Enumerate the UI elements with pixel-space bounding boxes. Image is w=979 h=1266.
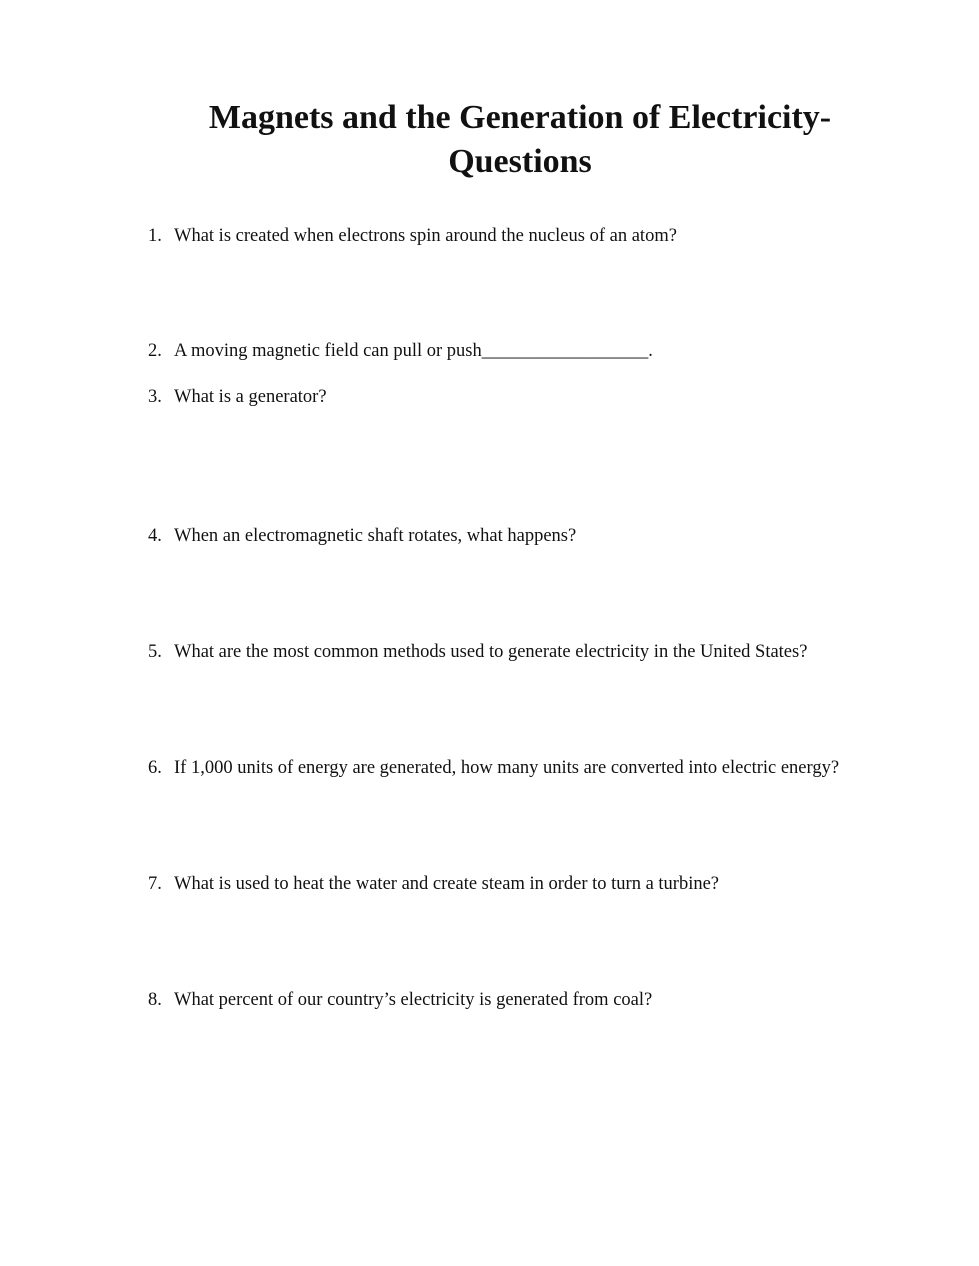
question-text: When an electromagnetic shaft rotates, what happens? — [174, 526, 577, 546]
question-8 — [148, 988, 652, 1012]
question-number: 3. — [148, 387, 162, 407]
question-4 — [148, 524, 576, 548]
question-3 — [148, 385, 327, 409]
question-text: A moving magnetic field can pull or push__________________. — [174, 341, 653, 361]
question-number: 1. — [148, 226, 162, 246]
question-text: If 1,000 units of energy are generated, how many units are converted into electric energy? — [174, 758, 840, 778]
question-number: 7. — [148, 874, 162, 894]
question-1 — [148, 224, 677, 248]
question-text: What is a generator? — [174, 387, 327, 407]
title-line-1: Magnets and the Generation of Electricity- — [208, 99, 832, 136]
question-number: 2. — [148, 341, 162, 361]
question-number: 8. — [148, 990, 162, 1010]
question-number: 5. — [148, 642, 162, 662]
page-title — [100, 96, 940, 184]
question-text: What are the most common methods used to generate electricity in the United States? — [174, 642, 808, 662]
question-6 — [148, 756, 839, 780]
question-text: What percent of our country’s electricity is generated from coal? — [174, 990, 653, 1010]
question-number: 6. — [148, 758, 162, 778]
title-line-2: Questions — [448, 143, 592, 180]
question-text: What is used to heat the water and create steam in order to turn a turbine? — [174, 874, 720, 894]
question-5 — [148, 640, 807, 664]
question-text: What is created when electrons spin around the nucleus of an atom? — [174, 226, 677, 246]
question-7 — [148, 872, 719, 896]
question-2 — [148, 339, 653, 363]
question-number: 4. — [148, 526, 162, 546]
